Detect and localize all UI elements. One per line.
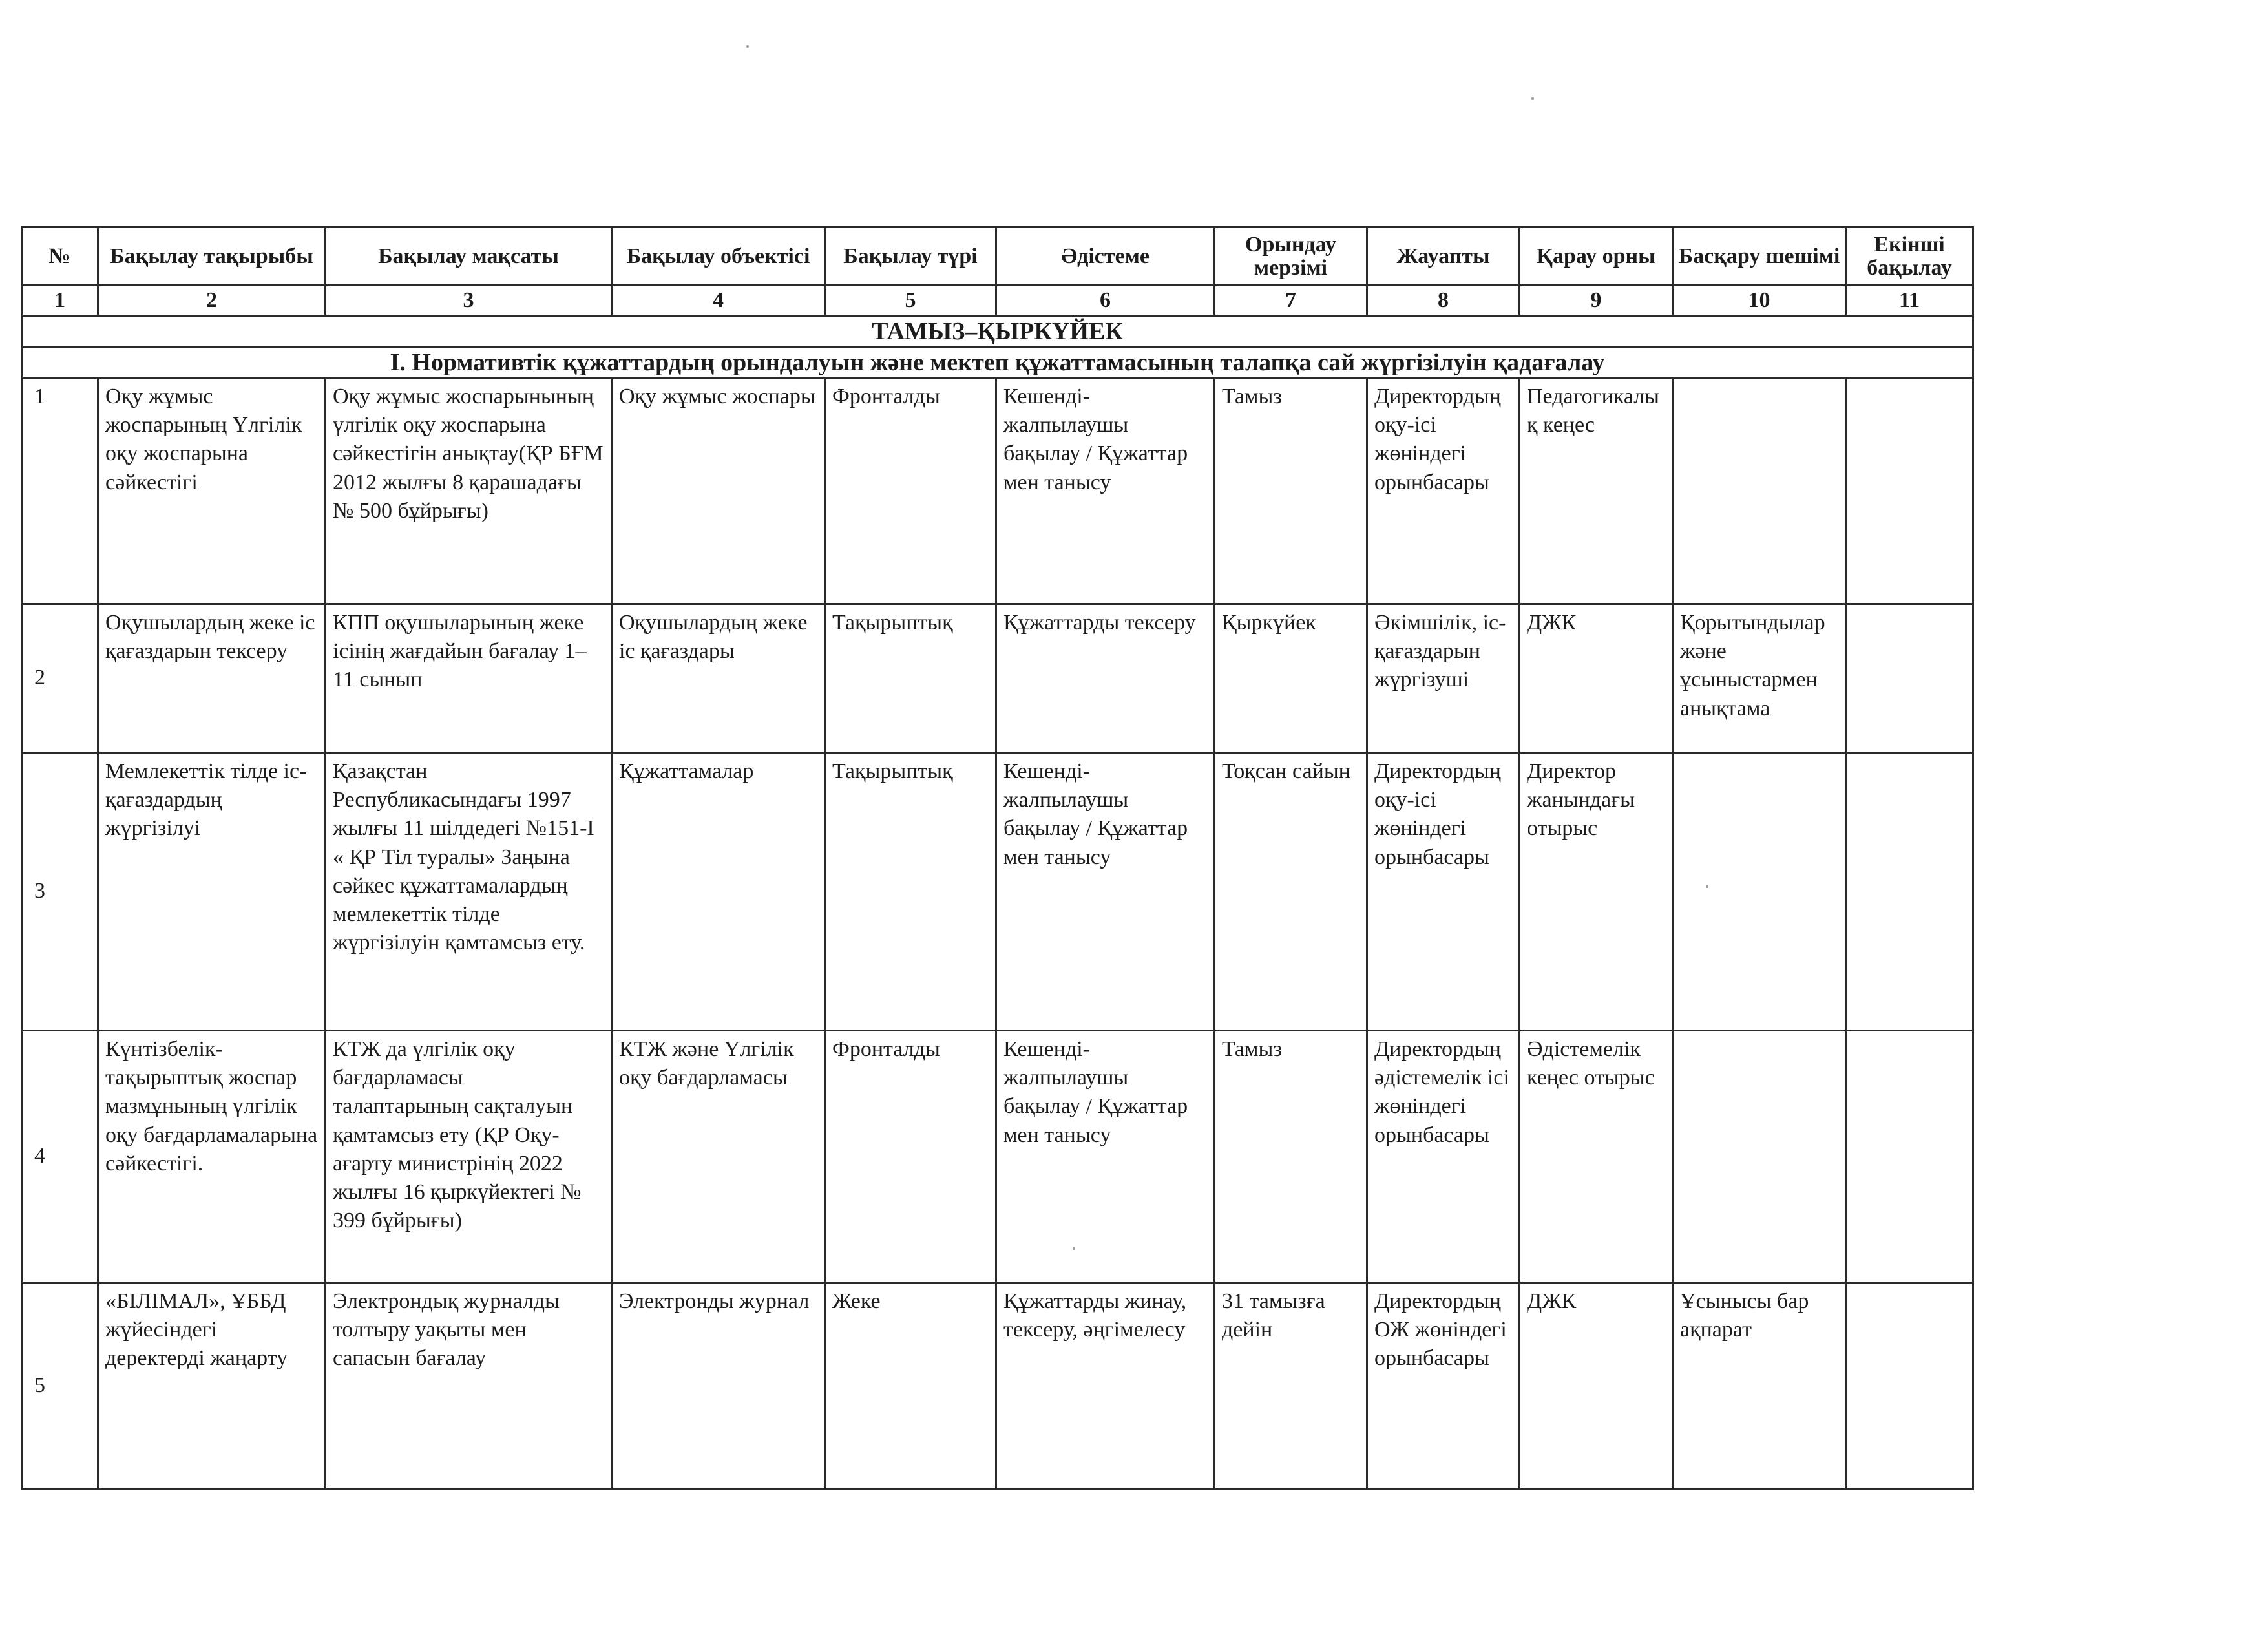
header-cell-second-control: Екінші бақылау — [1846, 227, 1973, 286]
cell-decision: Қорытындылар және ұсыныстармен анықтама — [1673, 604, 1846, 753]
cell-second-control — [1846, 378, 1973, 604]
cell-responsible: Әкімшілік, іс-қағаздарын жүргізуші — [1367, 604, 1520, 753]
cell-deadline: 31 тамызға дейін — [1215, 1283, 1367, 1490]
header-cell-responsible: Жауапты — [1367, 227, 1520, 286]
header-cell-goal: Бақылау мақсаты — [326, 227, 612, 286]
header-cell-topic: Бақылау тақырыбы — [98, 227, 326, 286]
cell-responsible: Директордың оқу-ісі жөніндегі орынбасары — [1367, 753, 1520, 1031]
row-number: 4 — [22, 1031, 98, 1283]
cell-second-control — [1846, 753, 1973, 1031]
cell-goal: КПП оқушыларының жеке ісінің жағдайын бағалау 1–11 сынып — [326, 604, 612, 753]
cell-deadline: Тамыз — [1215, 378, 1367, 604]
section-title: I. Нормативтік құжаттардың орындалуын және мектеп құжаттамасының талапқа сай жүргізілуін қадағалау — [22, 348, 1973, 378]
row-number: 5 — [22, 1283, 98, 1490]
cell-method: Кешенді-жалпылаушы бақылау / Құжаттар мен танысу — [996, 378, 1215, 604]
cell-type: Жеке — [825, 1283, 996, 1490]
cell-goal: КТЖ да үлгілік оқу бағдарламасы талаптарының сақталуын қамтамсыз ету (ҚР Оқу-ағарту министрінің 2022 жылғы 16 қыркүйектегі № 399 бұйрығы) — [326, 1031, 612, 1283]
cell-decision — [1673, 753, 1846, 1031]
cell-deadline: Тоқсан сайын — [1215, 753, 1367, 1031]
row-number: 2 — [22, 604, 98, 753]
cell-goal: Оқу жұмыс жоспарынының үлгілік оқу жоспарына сәйкестігін анықтау(ҚР БҒМ 2012 жылғы 8 қарашадағы № 500 бұйрығы) — [326, 378, 612, 604]
control-plan-table — [21, 226, 1974, 1490]
cell-topic: Мемлекеттік тілде іс-қағаздардың жүргізілуі — [98, 753, 326, 1031]
cell-deadline: Қыркүйек — [1215, 604, 1367, 753]
cell-review: ДЖК — [1520, 1283, 1673, 1490]
column-number: 1 — [22, 286, 98, 316]
column-number: 5 — [825, 286, 996, 316]
scan-speck — [1706, 885, 1708, 888]
month-row — [22, 316, 1973, 348]
header-cell-type: Бақылау түрі — [825, 227, 996, 286]
table-row — [22, 1283, 1973, 1490]
header-cell-deadline: Орындау мерзімі — [1215, 227, 1367, 286]
cell-review: Әдістемелік кеңес отырыс — [1520, 1031, 1673, 1283]
cell-goal: Электрондық журналды толтыру уақыты мен сапасын бағалау — [326, 1283, 612, 1490]
column-number: 6 — [996, 286, 1215, 316]
cell-object: КТЖ және Үлгілік оқу бағдарламасы — [612, 1031, 825, 1283]
cell-decision — [1673, 378, 1846, 604]
cell-object: Электронды журнал — [612, 1283, 825, 1490]
month-title: ТАМЫЗ–ҚЫРКҮЙЕК — [22, 316, 1973, 348]
control-plan-sheet — [21, 226, 1972, 1490]
row-number: 3 — [22, 753, 98, 1031]
header-cell-object: Бақылау объектісі — [612, 227, 825, 286]
cell-deadline: Тамыз — [1215, 1031, 1367, 1283]
table-row — [22, 378, 1973, 604]
scan-speck — [746, 45, 749, 48]
column-number: 2 — [98, 286, 326, 316]
cell-type: Тақырыптық — [825, 753, 996, 1031]
table-row — [22, 1031, 1973, 1283]
cell-second-control — [1846, 604, 1973, 753]
header-cell-method: Әдістеме — [996, 227, 1215, 286]
cell-topic: Күнтізбелік-тақырыптық жоспар мазмұнының үлгілік оқу бағдарламаларына сәйкестігі. — [98, 1031, 326, 1283]
header-cell-number: № — [22, 227, 98, 286]
cell-responsible: Директордың оқу-ісі жөніндегі орынбасары — [1367, 378, 1520, 604]
cell-type: Тақырыптық — [825, 604, 996, 753]
column-number-row — [22, 286, 1973, 316]
cell-type: Фронталды — [825, 1031, 996, 1283]
column-number: 7 — [1215, 286, 1367, 316]
cell-review: Педагогикалық кеңес — [1520, 378, 1673, 604]
column-number: 11 — [1846, 286, 1973, 316]
cell-responsible: Директордың ОЖ жөніндегі орынбасары — [1367, 1283, 1520, 1490]
column-number: 8 — [1367, 286, 1520, 316]
header-cell-decision: Басқару шешімі — [1673, 227, 1846, 286]
column-number: 4 — [612, 286, 825, 316]
cell-decision: Ұсынысы бар ақпарат — [1673, 1283, 1846, 1490]
cell-method: Кешенді-жалпылаушы бақылау / Құжаттар мен танысу — [996, 1031, 1215, 1283]
cell-method: Кешенді-жалпылаушы бақылау / Құжаттар мен танысу — [996, 753, 1215, 1031]
cell-review: Директор жанындағы отырыс — [1520, 753, 1673, 1031]
table-row — [22, 753, 1973, 1031]
cell-object: Оқушылардың жеке іс қағаздары — [612, 604, 825, 753]
cell-object: Құжаттамалар — [612, 753, 825, 1031]
scan-speck — [1073, 1247, 1075, 1250]
header-row — [22, 227, 1973, 286]
column-number: 3 — [326, 286, 612, 316]
cell-responsible: Директордың әдістемелік ісі жөніндегі орынбасары — [1367, 1031, 1520, 1283]
cell-goal: Қазақстан Республикасындағы 1997 жылғы 11 шілдедегі №151-І « ҚР Тіл туралы» Заңына сәйкес құжаттамалардың мемлекеттік тілде жүргізілуін қамтамсыз ету. — [326, 753, 612, 1031]
header-cell-review: Қарау орны — [1520, 227, 1673, 286]
cell-method: Құжаттарды тексеру — [996, 604, 1215, 753]
cell-topic: Оқушылардың жеке іс қағаздарын тексеру — [98, 604, 326, 753]
cell-topic: Оқу жұмыс жоспарының Үлгілік оқу жоспарына сәйкестігі — [98, 378, 326, 604]
cell-second-control — [1846, 1283, 1973, 1490]
column-number: 10 — [1673, 286, 1846, 316]
table-row — [22, 604, 1973, 753]
row-number: 1 — [22, 378, 98, 604]
cell-review: ДЖК — [1520, 604, 1673, 753]
scan-speck — [1531, 97, 1534, 100]
column-number: 9 — [1520, 286, 1673, 316]
cell-type: Фронталды — [825, 378, 996, 604]
section-row — [22, 348, 1973, 378]
cell-decision — [1673, 1031, 1846, 1283]
cell-topic: «БІЛІМАЛ», ҰББД жүйесіндегі деректерді жаңарту — [98, 1283, 326, 1490]
cell-method: Құжаттарды жинау, тексеру, әңгімелесу — [996, 1283, 1215, 1490]
cell-object: Оқу жұмыс жоспары — [612, 378, 825, 604]
cell-second-control — [1846, 1031, 1973, 1283]
